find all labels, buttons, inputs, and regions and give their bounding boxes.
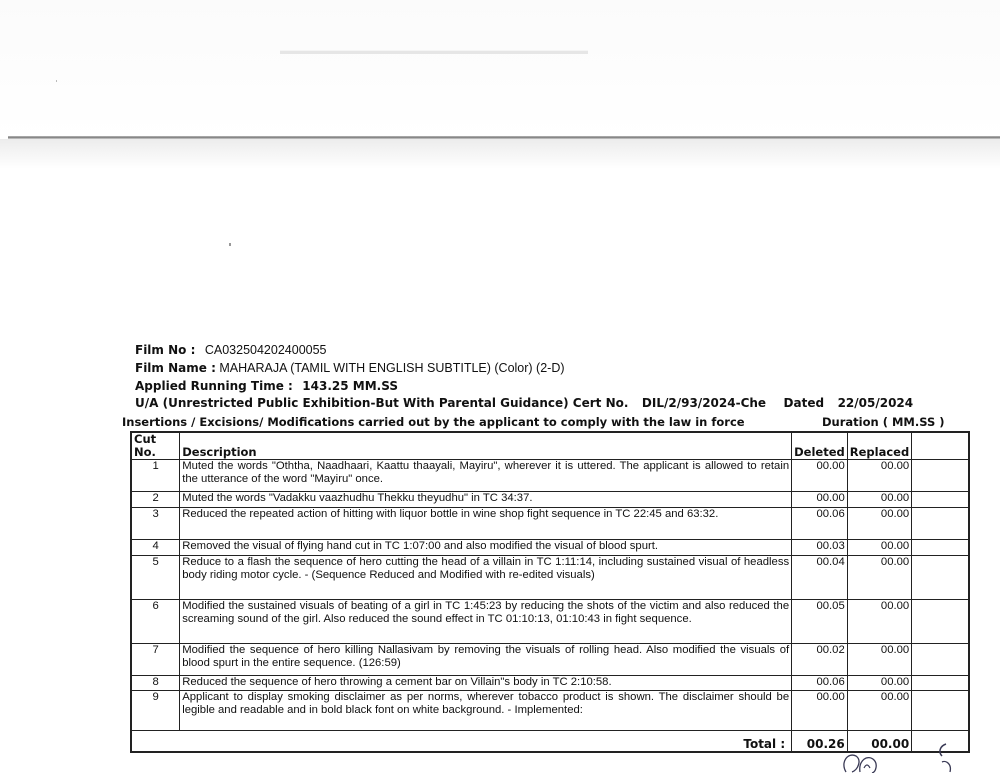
total-replaced: 00.00	[847, 731, 911, 752]
replaced-duration: 00.00	[847, 540, 911, 556]
duration-label: Duration ( MM.SS )	[822, 415, 945, 429]
running-time-value: 143.25 MM.SS	[302, 379, 398, 393]
deleted-duration: 00.06	[792, 508, 848, 540]
deleted-duration: 00.00	[792, 691, 848, 731]
cut-description: Modified the sequence of hero killing Nallasivam by removing the visuals of rolling head. Also modified the visuals of blood spurt in the entire sequence. (126:59)	[180, 644, 792, 676]
running-time-label: Applied Running Time :	[135, 379, 293, 393]
replaced-duration: 00.00	[847, 644, 911, 676]
empty-cell	[912, 600, 969, 644]
cut-number: 2	[131, 492, 180, 508]
deleted-duration: 00.03	[792, 540, 848, 556]
total-deleted: 00.26	[792, 731, 848, 752]
cut-number: 4	[131, 540, 180, 556]
film-no-line	[135, 343, 327, 357]
scan-speck	[56, 80, 57, 82]
empty-cell	[912, 556, 969, 600]
cut-description: Reduced the repeated action of hitting with liquor bottle in wine shop fight sequence in TC 22:45 and 63:32.	[180, 508, 792, 540]
table-row	[131, 540, 969, 556]
empty-cell	[912, 691, 969, 731]
table-row	[131, 676, 969, 691]
header-description: Description	[180, 432, 792, 460]
cut-description: Muted the words "Vadakku vaazhudhu Thekku theyudhu" in TC 34:37.	[180, 492, 792, 508]
cut-description: Muted the words "Oththa, Naadhaari, Kaattu thaayali, Mayiru", wherever it is uttered. The applicant is allowed to retain the utterance of the word "Mayiru" once.	[180, 460, 792, 492]
cut-number: 6	[131, 600, 180, 644]
deleted-duration: 00.00	[792, 460, 848, 492]
deleted-duration: 00.05	[792, 600, 848, 644]
cut-description: Reduce to a flash the sequence of hero cutting the head of a villain in TC 1:11:14, including sustained visual of headless body riding motor cycle. - (Sequence Reduced and Modified with re-edited visuals)	[180, 556, 792, 600]
replaced-duration: 00.00	[847, 460, 911, 492]
scan-speck	[229, 243, 231, 246]
replaced-duration: 00.00	[847, 508, 911, 540]
empty-cell	[912, 492, 969, 508]
deleted-duration: 00.06	[792, 676, 848, 691]
page-fold-shadow	[0, 139, 1000, 169]
film-no-label: Film No :	[135, 343, 196, 357]
running-time-line	[135, 379, 398, 393]
film-no-value: CA032504202400055	[204, 343, 327, 357]
header-deleted: Deleted	[792, 432, 848, 460]
page-top-area	[0, 0, 1000, 140]
cut-description: Reduced the sequence of hero throwing a cement bar on Villain"s body in TC 2:10:58.	[180, 676, 792, 691]
cut-number: 1	[131, 460, 180, 492]
deleted-duration: 00.00	[792, 492, 848, 508]
empty-cell	[912, 676, 969, 691]
table-header-row	[131, 432, 969, 460]
empty-cell	[912, 460, 969, 492]
table-row	[131, 691, 969, 731]
empty-cell	[912, 644, 969, 676]
signature-initials	[838, 742, 978, 773]
certificate-line	[135, 396, 913, 410]
table-row	[131, 508, 969, 540]
empty-cell	[912, 508, 969, 540]
replaced-duration: 00.00	[847, 556, 911, 600]
header-cut-no: Cut No.	[131, 432, 180, 460]
section-heading: Insertions / Excisions/ Modifications carried out by the applicant to comply with the law in force	[122, 415, 745, 429]
modifications-table	[130, 431, 970, 753]
deleted-duration: 00.02	[792, 644, 848, 676]
cut-number: 3	[131, 508, 180, 540]
table-row	[131, 556, 969, 600]
cut-number: 8	[131, 676, 180, 691]
deleted-duration: 00.04	[792, 556, 848, 600]
film-name-line	[135, 361, 565, 375]
cut-number: 5	[131, 556, 180, 600]
cut-number: 9	[131, 691, 180, 731]
cut-description: Removed the visual of flying hand cut in TC 1:07:00 and also modified the visual of blood spurt.	[180, 540, 792, 556]
film-name-label: Film Name :	[135, 361, 216, 375]
table-row	[131, 460, 969, 492]
bleed-through-text: ▬▬▬▬▬▬▬▬▬▬▬▬▬▬▬▬▬▬▬▬▬▬▬▬▬▬▬▬	[280, 45, 588, 57]
dated-value: 22/05/2024	[837, 396, 914, 410]
header-empty	[912, 432, 969, 460]
dated-label: Dated	[783, 396, 825, 410]
film-name-value: MAHARAJA (TAMIL WITH ENGLISH SUBTITLE) (Color) (2-D)	[219, 361, 565, 375]
table-row	[131, 492, 969, 508]
replaced-duration: 00.00	[847, 600, 911, 644]
cut-description: Applicant to display smoking disclaimer as per norms, wherever tobacco product is shown. The disclaimer should be legible and readable and in bold black font on white background. - Implemented:	[180, 691, 792, 731]
cut-number: 7	[131, 644, 180, 676]
empty-cell	[912, 540, 969, 556]
total-label: Total :	[131, 731, 792, 752]
cut-description: Modified the sustained visuals of beating of a girl in TC 1:45:23 by reducing the shots of the victim and also reduced the screaming sound of the girl. Also reduced the sound effect in TC 01:10:13, 01:10:43 in fight sequence.	[180, 600, 792, 644]
certificate-text: U/A (Unrestricted Public Exhibition-But With Parental Guidance) Cert No.	[135, 396, 629, 410]
cert-no-value: DIL/2/93/2024-Che	[641, 396, 767, 410]
replaced-duration: 00.00	[847, 676, 911, 691]
table-row	[131, 600, 969, 644]
header-replaced: Replaced	[847, 432, 911, 460]
replaced-duration: 00.00	[847, 691, 911, 731]
table-row	[131, 644, 969, 676]
replaced-duration: 00.00	[847, 492, 911, 508]
